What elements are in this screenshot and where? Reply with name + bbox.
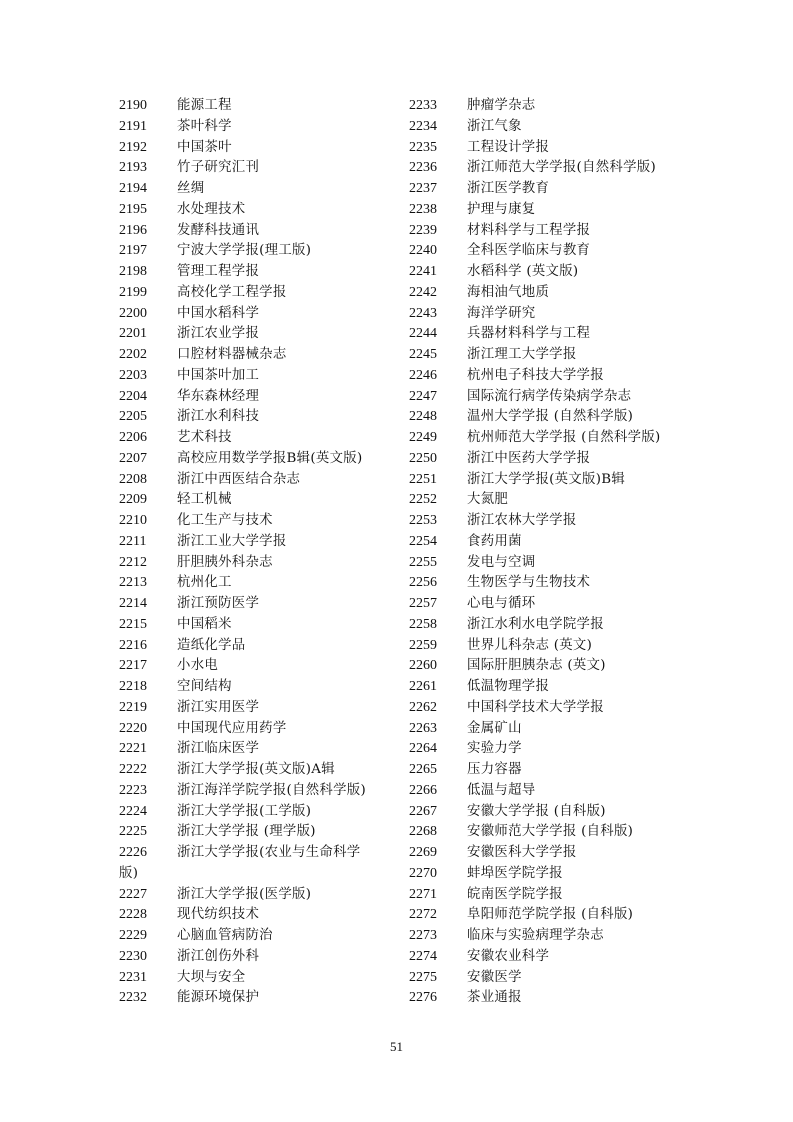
entry-number: 2256: [409, 575, 437, 591]
journal-title: 心电与循环: [467, 596, 536, 611]
journal-entry: [119, 428, 399, 449]
journal-title: 中国现代应用药学: [177, 720, 287, 736]
journal-title: 浙江创伤外科: [177, 948, 260, 964]
entry-number: 2243: [409, 305, 437, 321]
entry-number: 2191: [119, 118, 147, 134]
journal-title: 安徽师范大学学报 (自科版): [467, 824, 634, 840]
journal-title: 现代纺织技术: [177, 907, 260, 923]
entry-number: 2195: [119, 201, 147, 217]
journal-title: 浙江大学学报(英文版)A辑: [177, 762, 335, 777]
journal-entry: [119, 573, 399, 594]
journal-title: 国际流行病学传染病学杂志: [467, 388, 632, 404]
entry-number: 2217: [119, 658, 147, 674]
entry-number: 2216: [119, 637, 147, 653]
entry-number: 2206: [119, 430, 147, 445]
journal-entry: [409, 366, 709, 387]
entry-number: 2275: [409, 969, 437, 985]
entry-number: 2228: [119, 907, 147, 923]
journal-entry: [409, 615, 709, 636]
journal-entry: [119, 324, 399, 345]
journal-entry: [119, 905, 399, 926]
entry-number: 2225: [119, 824, 147, 840]
journal-entry: [409, 407, 709, 428]
journal-entry: [409, 387, 709, 408]
entry-number: 2274: [409, 948, 437, 964]
journal-title: 温州大学学报 (自然科学版): [467, 409, 634, 425]
journal-title: 世界儿科杂志 (英文): [467, 637, 593, 653]
journal-entry: [119, 926, 399, 947]
journal-entry: [409, 677, 709, 698]
journal-title: 安徽农业科学: [467, 948, 550, 964]
journal-entry: [409, 449, 709, 470]
journal-entry: [119, 719, 399, 740]
entry-number: 2202: [119, 347, 147, 362]
journal-title: 能源工程: [177, 98, 232, 113]
journal-entry: [409, 988, 709, 1009]
entry-number: 2239: [409, 222, 437, 238]
journal-title: 管理工程学报: [177, 264, 260, 279]
entry-number: 2248: [409, 409, 437, 425]
entry-number: 2250: [409, 450, 437, 466]
entry-number: 2210: [119, 513, 147, 528]
journal-entry: [409, 490, 709, 511]
journal-title: 水稻科学 (英文版): [467, 264, 579, 279]
journal-title: 水处理技术: [177, 201, 246, 217]
entry-number: 2230: [119, 948, 147, 964]
journal-entry: [119, 241, 399, 262]
journal-entry: [409, 947, 709, 968]
entry-number: 2224: [119, 803, 147, 819]
entry-number: 2257: [409, 596, 437, 611]
journal-title: 口腔材料器械杂志: [177, 347, 287, 362]
journal-title: 浙江大学学报 (理学版): [177, 824, 316, 840]
entry-number: 2201: [119, 326, 147, 342]
entry-number: 2197: [119, 243, 147, 259]
journal-title: 大坝与安全: [177, 969, 246, 985]
journal-entry: [409, 781, 709, 802]
journal-title: 杭州电子科技大学学报: [467, 367, 604, 383]
journal-title: 护理与康复: [467, 201, 536, 217]
journal-title: 实验力学: [467, 741, 522, 757]
journal-title: 阜阳师范学院学报 (自科版): [467, 907, 634, 923]
journal-title: 金属矿山: [467, 720, 522, 736]
journal-entry: [409, 221, 709, 242]
journal-entry: [409, 241, 709, 262]
journal-title: 浙江水利科技: [177, 409, 260, 425]
journal-title: 浙江水利水电学院学报: [467, 616, 604, 632]
journal-entry: [409, 511, 709, 532]
entry-number: 2229: [119, 928, 147, 943]
journal-title: 浙江大学学报(英文版)B辑: [467, 471, 626, 487]
journal-entry: [409, 573, 709, 594]
journal-title: 浙江中西医结合杂志: [177, 471, 301, 487]
journal-entry: [409, 304, 709, 325]
entry-number: 2192: [119, 139, 147, 155]
journal-entry: [409, 324, 709, 345]
journal-entry: [119, 407, 399, 428]
entry-number: 2200: [119, 305, 147, 321]
journal-title: 压力容器: [467, 762, 522, 777]
journal-title: 艺术科技: [177, 430, 232, 445]
journal-title-continuation: 版): [119, 865, 139, 881]
journal-title: 中国茶叶: [177, 139, 232, 155]
journal-entry: [119, 96, 399, 117]
journal-title: 大氮肥: [467, 492, 509, 508]
entry-number: 2240: [409, 243, 437, 259]
journal-entry: [119, 594, 399, 615]
entry-number: 2241: [409, 264, 437, 279]
right-column: [409, 96, 709, 1009]
journal-entry: [119, 200, 399, 221]
entry-number: 2203: [119, 367, 147, 383]
entry-number: 2252: [409, 492, 437, 508]
page-number: 51: [390, 1039, 403, 1054]
entry-number: 2234: [409, 118, 437, 134]
entry-number: 2260: [409, 658, 437, 674]
journal-entry: [409, 802, 709, 823]
journal-title: 浙江预防医学: [177, 596, 260, 611]
journal-entry: [119, 179, 399, 200]
journal-title: 空间结构: [177, 679, 232, 694]
journal-title: 浙江师范大学学报(自然科学版): [467, 160, 657, 176]
journal-title: 中国稻米: [177, 616, 232, 632]
journal-entry: [119, 656, 399, 677]
entry-number: 2193: [119, 160, 147, 176]
journal-entry: [119, 760, 399, 781]
entry-number: 2271: [409, 886, 437, 902]
journal-title: 高校化学工程学报: [177, 284, 287, 300]
journal-entry: [409, 885, 709, 906]
journal-entry: [119, 636, 399, 657]
entry-number: 2212: [119, 554, 147, 570]
journal-title: 轻工机械: [177, 492, 232, 508]
journal-entry: [409, 968, 709, 989]
journal-title: 宁波大学学报(理工版): [177, 243, 312, 259]
entry-number: 2199: [119, 284, 147, 300]
journal-entry: [119, 677, 399, 698]
entry-number: 2264: [409, 741, 437, 757]
journal-entry: [409, 532, 709, 553]
entry-number: 2233: [409, 98, 437, 113]
entry-number: 2265: [409, 762, 437, 777]
journal-title: 安徽医学: [467, 969, 522, 985]
journal-entry: [409, 594, 709, 615]
journal-entry: [409, 905, 709, 926]
journal-entry: [409, 345, 709, 366]
journal-title: 国际肝胆胰杂志 (英文): [467, 658, 606, 674]
journal-title: 浙江大学学报(医学版): [177, 886, 312, 902]
journal-title: 低温物理学报: [467, 679, 550, 694]
journal-title: 杭州师范大学学报 (自然科学版): [467, 430, 661, 445]
journal-entry: [409, 283, 709, 304]
entry-number: 2231: [119, 969, 147, 985]
journal-title: 心脑血管病防治: [177, 928, 273, 943]
journal-title: 全科医学临床与教育: [467, 243, 591, 259]
journal-entry: [409, 138, 709, 159]
journal-title: 生物医学与生物技术: [467, 575, 591, 591]
journal-entry: [119, 822, 399, 843]
entry-number: 2273: [409, 928, 437, 943]
entry-number: 2218: [119, 679, 147, 694]
entry-number: 2246: [409, 367, 437, 383]
journal-title: 中国科学技术大学学报: [467, 699, 604, 715]
entry-number: 2261: [409, 679, 437, 694]
entry-number: 2249: [409, 430, 437, 445]
entry-number: 2236: [409, 160, 437, 176]
entry-number: 2207: [119, 450, 147, 466]
entry-number: 2222: [119, 762, 147, 777]
entry-number: 2266: [409, 782, 437, 798]
entry-number: 2211: [119, 533, 147, 549]
journal-entry: [409, 636, 709, 657]
entry-number: 2254: [409, 533, 437, 549]
journal-title: 小水电: [177, 658, 219, 674]
entry-number: 2268: [409, 824, 437, 840]
journal-entry: [119, 221, 399, 242]
journal-entry: [409, 698, 709, 719]
journal-title: 华东森林经理: [177, 388, 260, 404]
journal-entry: [119, 947, 399, 968]
journal-title: 竹子研究汇刊: [177, 160, 260, 176]
journal-title: 丝绸: [177, 181, 205, 196]
journal-entry: [409, 843, 709, 864]
entry-number: 2205: [119, 409, 147, 425]
journal-title: 能源环境保护: [177, 990, 260, 1006]
journal-entry: [119, 511, 399, 532]
journal-entry: [119, 283, 399, 304]
entry-number: 2223: [119, 782, 147, 798]
journal-title: 杭州化工: [177, 575, 232, 591]
journal-title: 皖南医学院学报: [467, 886, 563, 902]
journal-title: 安徽大学学报 (自科版): [467, 803, 606, 819]
journal-title: 食药用菌: [467, 533, 522, 549]
journal-entry: [409, 262, 709, 283]
journal-entry: [119, 449, 399, 470]
journal-entry: [119, 262, 399, 283]
left-column: [119, 96, 399, 1009]
journal-title: 浙江农业学报: [177, 326, 260, 342]
journal-entry: [119, 781, 399, 802]
journal-entry: [119, 698, 399, 719]
entry-number: 2245: [409, 347, 437, 362]
journal-title: 材料科学与工程学报: [467, 222, 591, 238]
journal-entry: [119, 615, 399, 636]
journal-entry: [119, 968, 399, 989]
journal-title: 浙江大学学报(农业与生命科学: [177, 845, 361, 860]
entry-number: 2272: [409, 907, 437, 923]
entry-number: 2204: [119, 388, 147, 404]
journal-title: 工程设计学报: [467, 139, 550, 155]
journal-entry: [409, 926, 709, 947]
journal-title: 浙江实用医学: [177, 699, 260, 715]
journal-entry: [409, 719, 709, 740]
entry-number: 2258: [409, 616, 437, 632]
journal-entry: [409, 428, 709, 449]
journal-entry: [409, 96, 709, 117]
journal-entry: [119, 532, 399, 553]
journal-entry: [119, 158, 399, 179]
journal-title: 发电与空调: [467, 554, 536, 570]
journal-title: 低温与超导: [467, 782, 536, 798]
entry-number: 2244: [409, 326, 437, 342]
journal-entry: [409, 822, 709, 843]
journal-title: 浙江农林大学学报: [467, 513, 577, 528]
journal-entry: [409, 656, 709, 677]
entry-number: 2220: [119, 720, 147, 736]
journal-title: 兵器材料科学与工程: [467, 326, 591, 342]
entry-number: 2255: [409, 554, 437, 570]
journal-title: 浙江医学教育: [467, 181, 550, 196]
entry-number: 2194: [119, 181, 147, 196]
journal-entry: [409, 200, 709, 221]
entry-number: 2215: [119, 616, 147, 632]
entry-number: 2196: [119, 222, 147, 238]
journal-entry: [119, 117, 399, 138]
entry-number: 2247: [409, 388, 437, 404]
entry-number: 2209: [119, 492, 147, 508]
journal-entry: [119, 366, 399, 387]
entry-number: 2213: [119, 575, 147, 591]
entry-number: 2237: [409, 181, 437, 196]
journal-title: 浙江临床医学: [177, 741, 260, 757]
journal-title: 浙江大学学报(工学版): [177, 803, 312, 819]
journal-entry: [119, 802, 399, 823]
entry-number: 2259: [409, 637, 437, 653]
entry-number: 2270: [409, 865, 437, 881]
journal-entry-continuation: [119, 864, 399, 885]
journal-title: 茶业通报: [467, 990, 522, 1006]
entry-number: 2263: [409, 720, 437, 736]
journal-entry: [119, 885, 399, 906]
journal-entry: [119, 843, 399, 864]
journal-title: 海洋学研究: [467, 305, 536, 321]
journal-entry: [119, 553, 399, 574]
entry-number: 2219: [119, 699, 147, 715]
journal-title: 安徽医科大学学报: [467, 845, 577, 860]
journal-entry: [119, 490, 399, 511]
journal-title: 肝胆胰外科杂志: [177, 554, 273, 570]
journal-title: 发酵科技通讯: [177, 222, 260, 238]
journal-entry: [409, 739, 709, 760]
journal-title: 中国茶叶加工: [177, 367, 260, 383]
entry-number: 2198: [119, 264, 147, 279]
journal-entry: [409, 179, 709, 200]
entry-number: 2208: [119, 471, 147, 487]
journal-entry: [409, 470, 709, 491]
entry-number: 2267: [409, 803, 437, 819]
entry-number: 2226: [119, 845, 147, 860]
journal-title: 浙江理工大学学报: [467, 347, 577, 362]
journal-entry: [119, 387, 399, 408]
journal-title: 浙江工业大学学报: [177, 533, 287, 549]
journal-entry: [119, 138, 399, 159]
journal-title: 肿瘤学杂志: [467, 98, 536, 113]
journal-entry: [409, 158, 709, 179]
journal-entry: [119, 739, 399, 760]
journal-entry: [409, 117, 709, 138]
entry-number: 2227: [119, 886, 147, 902]
journal-title: 浙江海洋学院学报(自然科学版): [177, 782, 367, 798]
entry-number: 2190: [119, 98, 147, 113]
journal-entry: [119, 470, 399, 491]
entry-number: 2262: [409, 699, 437, 715]
entry-number: 2238: [409, 201, 437, 217]
journal-title: 造纸化学品: [177, 637, 246, 653]
entry-number: 2235: [409, 139, 437, 155]
journal-title: 蚌埠医学院学报: [467, 865, 563, 881]
entry-number: 2214: [119, 596, 147, 611]
journal-title: 化工生产与技术: [177, 513, 273, 528]
journal-title: 中国水稻科学: [177, 305, 260, 321]
entry-number: 2269: [409, 845, 437, 860]
journal-title: 临床与实验病理学杂志: [467, 928, 604, 943]
entry-number: 2276: [409, 990, 437, 1006]
journal-title: 海相油气地质: [467, 284, 550, 300]
journal-title: 浙江气象: [467, 118, 522, 134]
entry-number: 2242: [409, 284, 437, 300]
journal-entry: [119, 304, 399, 325]
journal-entry: [119, 988, 399, 1009]
journal-entry: [409, 553, 709, 574]
journal-title: 茶叶科学: [177, 118, 232, 134]
entry-number: 2251: [409, 471, 437, 487]
journal-title: 高校应用数学学报B辑(英文版): [177, 450, 363, 466]
journal-entry: [409, 864, 709, 885]
journal-entry: [119, 345, 399, 366]
entry-number: 2232: [119, 990, 147, 1006]
journal-title: 浙江中医药大学学报: [467, 450, 591, 466]
entry-number: 2221: [119, 741, 147, 757]
entry-number: 2253: [409, 513, 437, 528]
journal-entry: [409, 760, 709, 781]
